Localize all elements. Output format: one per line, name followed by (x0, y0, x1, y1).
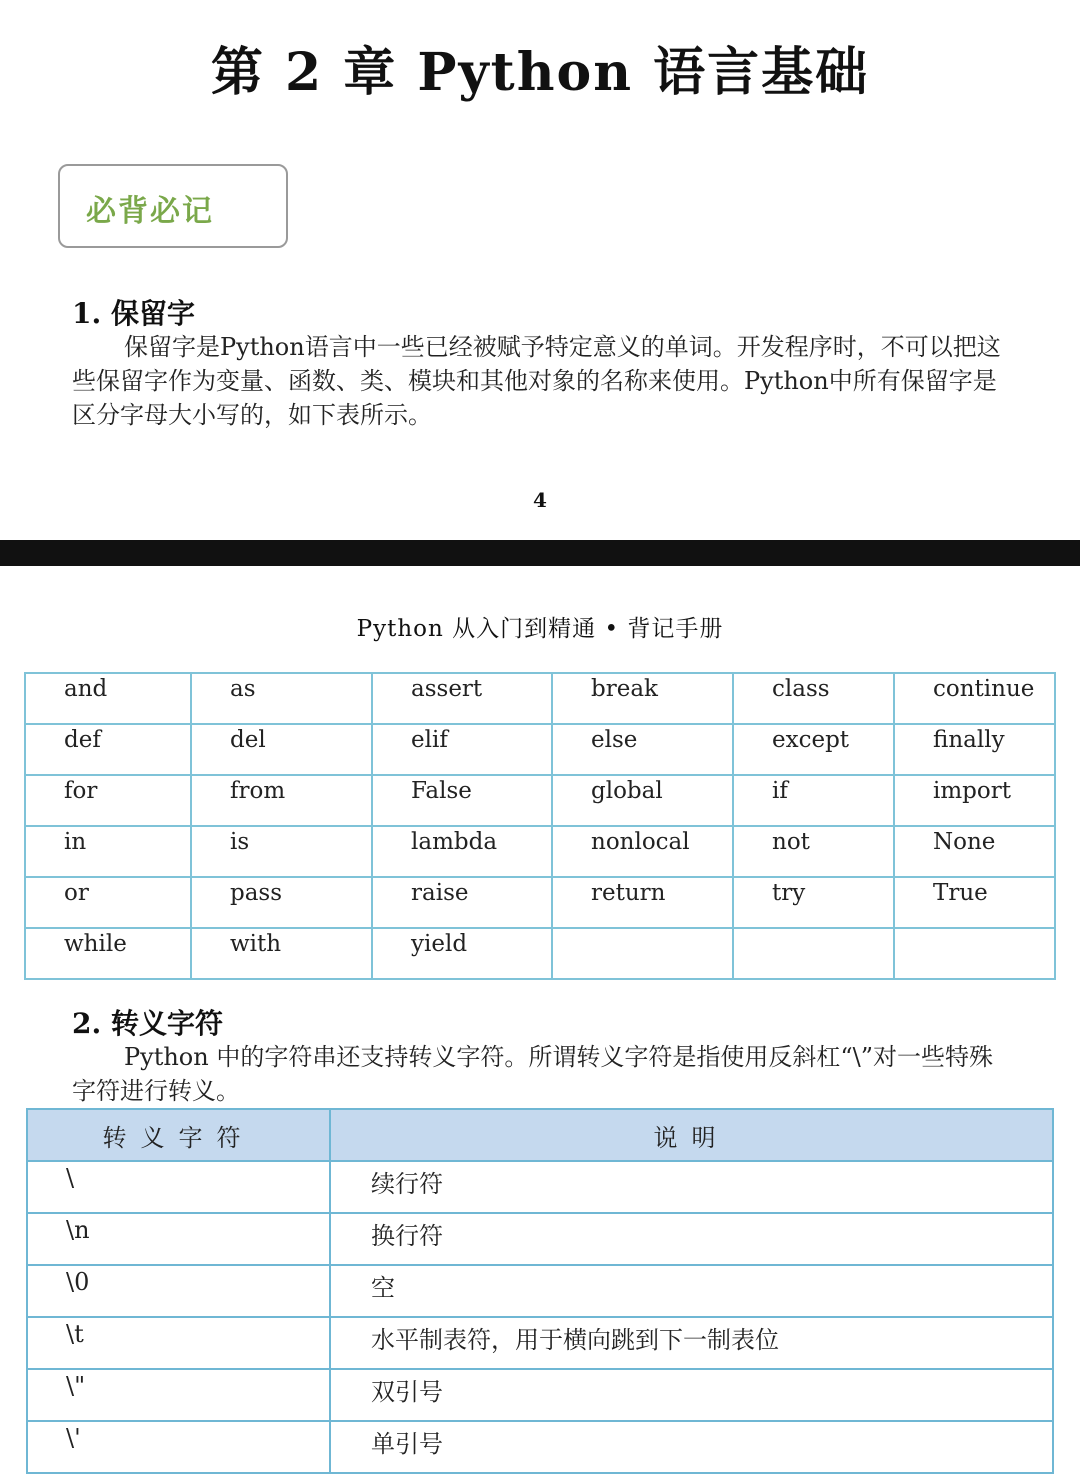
table-row (25, 775, 1055, 826)
section-2-paragraph: Python 中的字符串还支持转义字符。所谓转义字符是指使用反斜杠“\”对一些特殊字符进行转义。 (72, 1043, 993, 1105)
escape-char-table (26, 1108, 1054, 1474)
keyword-cell: not (733, 826, 894, 877)
description-cell: 双引号 (330, 1369, 1053, 1421)
header-description: 说明 (330, 1109, 1053, 1161)
description-cell: 换行符 (330, 1213, 1053, 1265)
keyword-cell: with (191, 928, 372, 979)
keyword-cell: in (25, 826, 191, 877)
table-row (25, 673, 1055, 724)
keyword-cell: del (191, 724, 372, 775)
section-2-heading: 2. 转义字符 (72, 1007, 223, 1040)
table-row (27, 1317, 1053, 1369)
must-memorize-label: 必背必记 (86, 194, 214, 229)
keyword-cell: is (191, 826, 372, 877)
section-1-heading: 1. 保留字 (72, 297, 195, 330)
table-row (25, 724, 1055, 775)
page-number: 4 (533, 488, 547, 512)
keyword-cell: def (25, 724, 191, 775)
escape-char-cell: \n (27, 1213, 330, 1265)
table-row (25, 877, 1055, 928)
keyword-cell: from (191, 775, 372, 826)
escape-char-cell: \0 (27, 1265, 330, 1317)
table-row (27, 1265, 1053, 1317)
keyword-cell: break (552, 673, 733, 724)
table-row (27, 1161, 1053, 1213)
keyword-cell: try (733, 877, 894, 928)
keyword-cell: return (552, 877, 733, 928)
keyword-cell: lambda (372, 826, 552, 877)
keyword-cell: import (894, 775, 1055, 826)
header-escape-char: 转义字符 (27, 1109, 330, 1161)
table-row (27, 1421, 1053, 1473)
keyword-cell: as (191, 673, 372, 724)
table-header-row (27, 1109, 1053, 1161)
escape-char-cell: \t (27, 1317, 330, 1369)
page-5 (0, 566, 1080, 1458)
description-cell: 单引号 (330, 1421, 1053, 1473)
keyword-cell: finally (894, 724, 1055, 775)
keyword-cell: for (25, 775, 191, 826)
keyword-cell: raise (372, 877, 552, 928)
escape-char-cell: \ (27, 1161, 330, 1213)
keyword-cell (552, 928, 733, 979)
keyword-cell: else (552, 724, 733, 775)
page-4 (0, 0, 1080, 540)
keyword-cell: yield (372, 928, 552, 979)
description-cell: 空 (330, 1265, 1053, 1317)
keyword-cell (894, 928, 1055, 979)
description-cell: 续行符 (330, 1161, 1053, 1213)
section-1-paragraph: 保留字是Python语言中一些已经被赋予特定意义的单词。开发程序时，不可以把这些保留字作为变量、函数、类、模块和其他对象的名称来使用。Python中所有保留字是区分字母大小写的，如下表所示。 (72, 333, 1001, 429)
keyword-cell: False (372, 775, 552, 826)
keyword-table (24, 672, 1056, 980)
keyword-cell: if (733, 775, 894, 826)
table-row (25, 928, 1055, 979)
keyword-cell: True (894, 877, 1055, 928)
keyword-cell: None (894, 826, 1055, 877)
keyword-cell: or (25, 877, 191, 928)
running-head: Python 从入门到精通 • 背记手册 (356, 616, 724, 642)
keyword-cell: nonlocal (552, 826, 733, 877)
keyword-cell: class (733, 673, 894, 724)
keyword-cell: while (25, 928, 191, 979)
chapter-title: 第 2 章 Python 语言基础 (210, 42, 870, 103)
must-memorize-box (58, 164, 288, 248)
table-row (25, 826, 1055, 877)
keyword-cell: global (552, 775, 733, 826)
keyword-cell: and (25, 673, 191, 724)
description-cell: 水平制表符，用于横向跳到下一制表位 (330, 1317, 1053, 1369)
keyword-cell: elif (372, 724, 552, 775)
keyword-cell: assert (372, 673, 552, 724)
table-row (27, 1369, 1053, 1421)
keyword-cell (733, 928, 894, 979)
escape-char-cell: \" (27, 1369, 330, 1421)
page-divider (0, 540, 1080, 566)
keyword-cell: except (733, 724, 894, 775)
escape-char-cell: \' (27, 1421, 330, 1473)
table-row (27, 1213, 1053, 1265)
keyword-cell: pass (191, 877, 372, 928)
keyword-cell: continue (894, 673, 1055, 724)
